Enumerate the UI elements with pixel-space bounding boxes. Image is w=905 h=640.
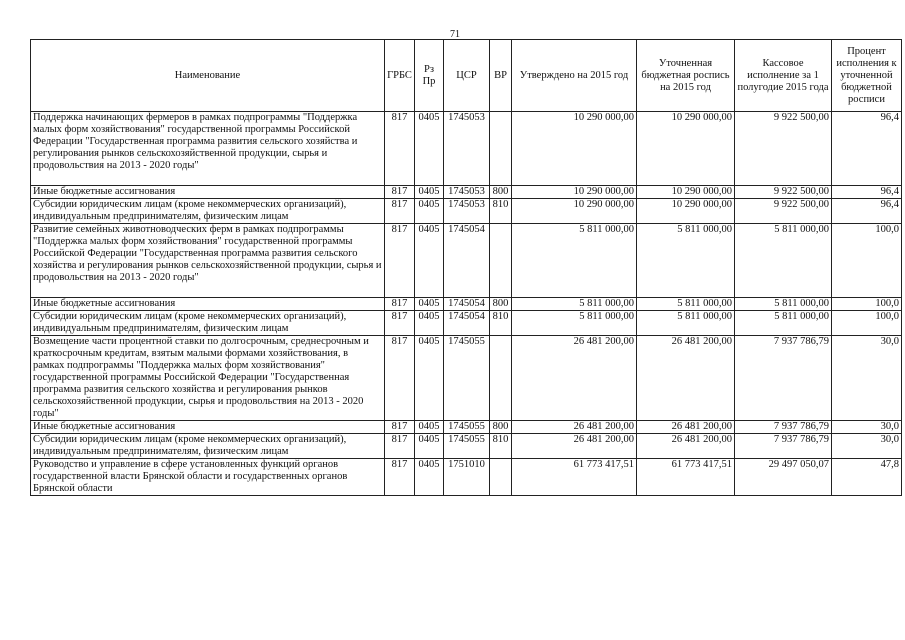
row-vr: 810 xyxy=(490,434,512,459)
row-csr: 1745054 xyxy=(444,224,490,298)
table-row xyxy=(31,434,902,459)
row-grbs: 817 xyxy=(385,434,415,459)
row-percent: 30,0 xyxy=(832,434,902,459)
header-name: Наименование xyxy=(31,40,385,112)
row-csr: 1745053 xyxy=(444,199,490,224)
row-refined: 5 811 000,00 xyxy=(637,298,735,311)
row-approved: 10 290 000,00 xyxy=(512,112,637,186)
header-cash: Кассовое исполнение за 1 полугодие 2015 года xyxy=(735,40,832,112)
header-refined: Уточненная бюджетная роспись на 2015 год xyxy=(637,40,735,112)
row-rzpr: 0405 xyxy=(415,112,444,186)
row-csr: 1745054 xyxy=(444,311,490,336)
row-refined: 10 290 000,00 xyxy=(637,186,735,199)
row-approved: 5 811 000,00 xyxy=(512,224,637,298)
row-approved: 5 811 000,00 xyxy=(512,298,637,311)
row-refined: 26 481 200,00 xyxy=(637,421,735,434)
row-approved: 26 481 200,00 xyxy=(512,434,637,459)
row-vr: 800 xyxy=(490,186,512,199)
header-grbs: ГРБС xyxy=(385,40,415,112)
row-vr: 800 xyxy=(490,298,512,311)
table-row xyxy=(31,298,902,311)
row-cash: 5 811 000,00 xyxy=(735,298,832,311)
header-rzpr: Рз Пр xyxy=(415,40,444,112)
row-percent: 96,4 xyxy=(832,199,902,224)
row-refined: 5 811 000,00 xyxy=(637,224,735,298)
row-grbs: 817 xyxy=(385,199,415,224)
row-csr: 1745055 xyxy=(444,434,490,459)
header-percent: Процент исполнения к уточненной бюджетной росписи xyxy=(832,40,902,112)
table-row xyxy=(31,224,902,298)
row-cash: 9 922 500,00 xyxy=(735,186,832,199)
table-row xyxy=(31,112,902,186)
row-grbs: 817 xyxy=(385,311,415,336)
table-row xyxy=(31,311,902,336)
row-percent: 30,0 xyxy=(832,336,902,421)
row-grbs: 817 xyxy=(385,336,415,421)
row-percent: 96,4 xyxy=(832,186,902,199)
header-vr: ВР xyxy=(490,40,512,112)
row-refined: 5 811 000,00 xyxy=(637,311,735,336)
row-grbs: 817 xyxy=(385,298,415,311)
table-row xyxy=(31,186,902,199)
row-rzpr: 0405 xyxy=(415,224,444,298)
row-cash: 5 811 000,00 xyxy=(735,224,832,298)
row-name: Субсидии юридическим лицам (кроме некоммерческих организаций), индивидуальным предпринимателям, физическим лицам xyxy=(31,199,385,224)
row-percent: 96,4 xyxy=(832,112,902,186)
row-name: Субсидии юридическим лицам (кроме некоммерческих организаций), индивидуальным предпринимателям, физическим лицам xyxy=(31,434,385,459)
row-vr xyxy=(490,112,512,186)
row-refined: 10 290 000,00 xyxy=(637,199,735,224)
row-csr: 1745053 xyxy=(444,186,490,199)
table-row xyxy=(31,459,902,496)
table-row xyxy=(31,336,902,421)
row-vr xyxy=(490,459,512,496)
row-name: Иные бюджетные ассигнования xyxy=(31,421,385,434)
row-rzpr: 0405 xyxy=(415,311,444,336)
row-cash: 7 937 786,79 xyxy=(735,434,832,459)
row-cash: 29 497 050,07 xyxy=(735,459,832,496)
row-percent: 47,8 xyxy=(832,459,902,496)
row-refined: 26 481 200,00 xyxy=(637,434,735,459)
row-csr: 1745055 xyxy=(444,421,490,434)
row-vr: 810 xyxy=(490,311,512,336)
header-approved: Утверждено на 2015 год xyxy=(512,40,637,112)
page-number: 71 xyxy=(450,29,460,40)
row-csr: 1751010 xyxy=(444,459,490,496)
row-grbs: 817 xyxy=(385,186,415,199)
row-rzpr: 0405 xyxy=(415,298,444,311)
row-name: Развитие семейных животноводческих ферм в рамках подпрограммы "Поддержка малых форм хозяйствования" государственной программы Российской Федерации "Государственная программа развития сельского хозяйства и регулирования рынков сельскохозяйственной продукции, сырья и продовольствия на 2013 - 2020 годы" xyxy=(31,224,385,298)
row-vr xyxy=(490,224,512,298)
row-csr: 1745055 xyxy=(444,336,490,421)
row-name: Руководство и управление в сфере установленных функций органов государственной власти Брянской области и государственных органов Брянской области xyxy=(31,459,385,496)
row-cash: 9 922 500,00 xyxy=(735,199,832,224)
row-cash: 9 922 500,00 xyxy=(735,112,832,186)
row-grbs: 817 xyxy=(385,112,415,186)
row-refined: 26 481 200,00 xyxy=(637,336,735,421)
row-rzpr: 0405 xyxy=(415,421,444,434)
header-csr: ЦСР xyxy=(444,40,490,112)
row-approved: 26 481 200,00 xyxy=(512,421,637,434)
row-approved: 10 290 000,00 xyxy=(512,199,637,224)
row-grbs: 817 xyxy=(385,459,415,496)
row-percent: 30,0 xyxy=(832,421,902,434)
row-name: Возмещение части процентной ставки по долгосрочным, среднесрочным и краткосрочным кредитам, взятым малыми формами хозяйствования, в рамках подпрограммы "Поддержка малых форм хозяйствования" государственной программы Российской Федерации "Государственная программа развития сельского хозяйства и регулирования рынков сельскохозяйственной продукции, сырья и продовольствия на 2013 - 2020 годы" xyxy=(31,336,385,421)
row-approved: 10 290 000,00 xyxy=(512,186,637,199)
budget-table xyxy=(30,39,902,496)
row-name: Поддержка начинающих фермеров в рамках подпрограммы "Поддержка малых форм хозяйствования" государственной программы Российской Федерации "Государственная программа развития сельского хозяйства и регулирования рынков сельскохозяйственной продукции, сырья и продовольствия на 2013 - 2020 годы" xyxy=(31,112,385,186)
table-row xyxy=(31,199,902,224)
row-percent: 100,0 xyxy=(832,224,902,298)
row-rzpr: 0405 xyxy=(415,186,444,199)
row-rzpr: 0405 xyxy=(415,199,444,224)
row-approved: 5 811 000,00 xyxy=(512,311,637,336)
row-percent: 100,0 xyxy=(832,298,902,311)
row-cash: 7 937 786,79 xyxy=(735,421,832,434)
row-rzpr: 0405 xyxy=(415,459,444,496)
table-row xyxy=(31,421,902,434)
table-header-row xyxy=(31,40,902,112)
row-name: Субсидии юридическим лицам (кроме некоммерческих организаций), индивидуальным предпринимателям, физическим лицам xyxy=(31,311,385,336)
row-vr xyxy=(490,336,512,421)
row-rzpr: 0405 xyxy=(415,336,444,421)
row-vr: 800 xyxy=(490,421,512,434)
row-approved: 26 481 200,00 xyxy=(512,336,637,421)
row-approved: 61 773 417,51 xyxy=(512,459,637,496)
row-grbs: 817 xyxy=(385,421,415,434)
row-grbs: 817 xyxy=(385,224,415,298)
row-cash: 5 811 000,00 xyxy=(735,311,832,336)
row-refined: 10 290 000,00 xyxy=(637,112,735,186)
row-vr: 810 xyxy=(490,199,512,224)
row-csr: 1745054 xyxy=(444,298,490,311)
row-cash: 7 937 786,79 xyxy=(735,336,832,421)
row-refined: 61 773 417,51 xyxy=(637,459,735,496)
row-percent: 100,0 xyxy=(832,311,902,336)
row-name: Иные бюджетные ассигнования xyxy=(31,186,385,199)
row-rzpr: 0405 xyxy=(415,434,444,459)
row-csr: 1745053 xyxy=(444,112,490,186)
row-name: Иные бюджетные ассигнования xyxy=(31,298,385,311)
